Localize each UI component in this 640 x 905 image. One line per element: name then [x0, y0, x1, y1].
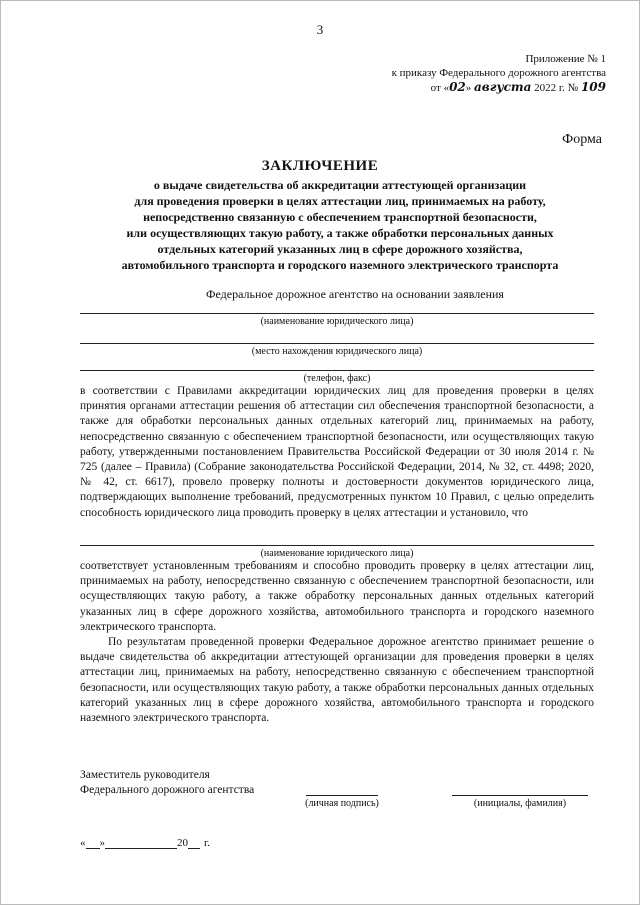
order-month: августа [474, 80, 532, 94]
document-subtitle [70, 177, 610, 273]
agency-intro: Федеральное дорожное агентство на основании заявления [206, 287, 504, 301]
subtitle-line: о выдаче свидетельства об аккредитации аттестующей организации [153, 178, 527, 192]
appendix-order-line: от «02» августа 2022 г. № 109 [430, 80, 606, 94]
date-year-blank[interactable] [188, 836, 200, 849]
location-caption: (место нахождения юридического лица) [251, 346, 423, 357]
paragraph-compliance: соответствует установленным требованиям и способно проводить проверку в целях аттестации лиц, принимаемых на работу, непосредственно связанную с обеспечением транспортной безопасности, или осуществляющих такую работу, а также обработку персональных данных отдельных категорий указанных лиц в сфере дорожного хозяйства, автомобильного транспорта и городского наземного электрического транспорта. По результатам проведенной проверки Федеральное дорожное агентство принимает решение о выдаче свидетельства об аккредитации аттестующей организации для проведения проверки в целях аттестации лиц, принимаемых на работу, непосредственно связанную с обеспечением транспортной безопасности, или осуществляющих такую работу, а также обработки персональных данных отдельных категорий указанных лиц в сфере дорожного хозяйства, автомобильного транспорта и городского наземного электрического транспорта. [80, 559, 594, 726]
legal-entity-name-caption-2: (наименование юридического лица) [260, 548, 414, 559]
subtitle-line: для проведения проверки в целях аттестации лиц, принимаемых на работу, [134, 194, 546, 208]
legal-entity-name-line-2[interactable] [80, 545, 594, 546]
subtitle-line: или осуществляющих такую работу, а также обработки персональных данных [126, 226, 554, 240]
phone-fax-line[interactable] [80, 370, 594, 371]
legal-entity-name-line[interactable] [80, 313, 594, 314]
signatory-title: Заместитель руководителя Федерального дорожного агентства [80, 769, 255, 796]
signature-caption: (личная подпись) [305, 798, 379, 809]
page-number: 3 [316, 22, 324, 37]
name-caption: (инициалы, фамилия) [473, 798, 567, 809]
order-number: 109 [580, 80, 606, 94]
form-label: Форма [562, 132, 602, 147]
subtitle-line: непосредственно связанную с обеспечением транспортной безопасности, [143, 210, 537, 224]
signature-line[interactable] [306, 795, 378, 796]
order-day: 02 [449, 80, 466, 94]
date-day-blank[interactable] [86, 836, 100, 849]
subtitle-line: отдельных категорий указанных лиц в сфере дорожного хозяйства, [157, 242, 523, 256]
name-line[interactable] [452, 795, 588, 796]
appendix-line-1: Приложение № 1 [525, 53, 606, 65]
date-month-blank[interactable] [105, 836, 177, 849]
paragraph-decision: По результатам проведенной проверки Федеральное дорожное агентство принимает решение о выдаче свидетельства об аккредитации аттестующей организации для проведения проверки в целях аттестации лиц, принимаемых на работу, непосредственно связанную с обеспечением транспортной безопасности, или осуществляющих такую работу, а также обработки персональных данных отдельных категорий указанных лиц в сфере дорожного хозяйства, автомобильного транспорта и городского наземного электрического транспорта. [80, 636, 594, 725]
date-field[interactable]: « » 20 г. [80, 837, 211, 849]
location-line[interactable] [80, 343, 594, 344]
appendix-header [392, 52, 606, 95]
legal-entity-name-caption: (наименование юридического лица) [260, 316, 414, 327]
phone-fax-caption: (телефон, факс) [303, 373, 371, 384]
paragraph-rules: в соответствии с Правилами аккредитации юридических лиц для проведения проверки в целях принятия органами аттестации решения об аттестации сил обеспечения транспортной безопасности, а также для обработки персональных данных отдельных категорий лиц, принимаемых на работу, непосредственно связанную с обеспечением транспортной безопасности, или осуществляющих такую работу, утвержденными постановлением Правительства Российской Федерации от 30 июля 2014 г. № 725 (далее – Правила) (Собрание законодательства Российской Федерации, 2014, № 32, ст. 4498; 2020, № 42, ст. 6617), провело проверку полноты и достоверности документов юридического лица, подтверждающих выполнение требований, предусмотренных пунктом 10 Правил, с целью определить способность юридического лица проводить проверку в целях аттестации и установило, что [80, 385, 594, 519]
appendix-line-2: к приказу Федерального дорожного агентства [391, 67, 606, 79]
document-title: ЗАКЛЮЧЕНИЕ [261, 158, 379, 174]
subtitle-line: автомобильного транспорта и городского наземного электрического транспорта [121, 258, 559, 272]
